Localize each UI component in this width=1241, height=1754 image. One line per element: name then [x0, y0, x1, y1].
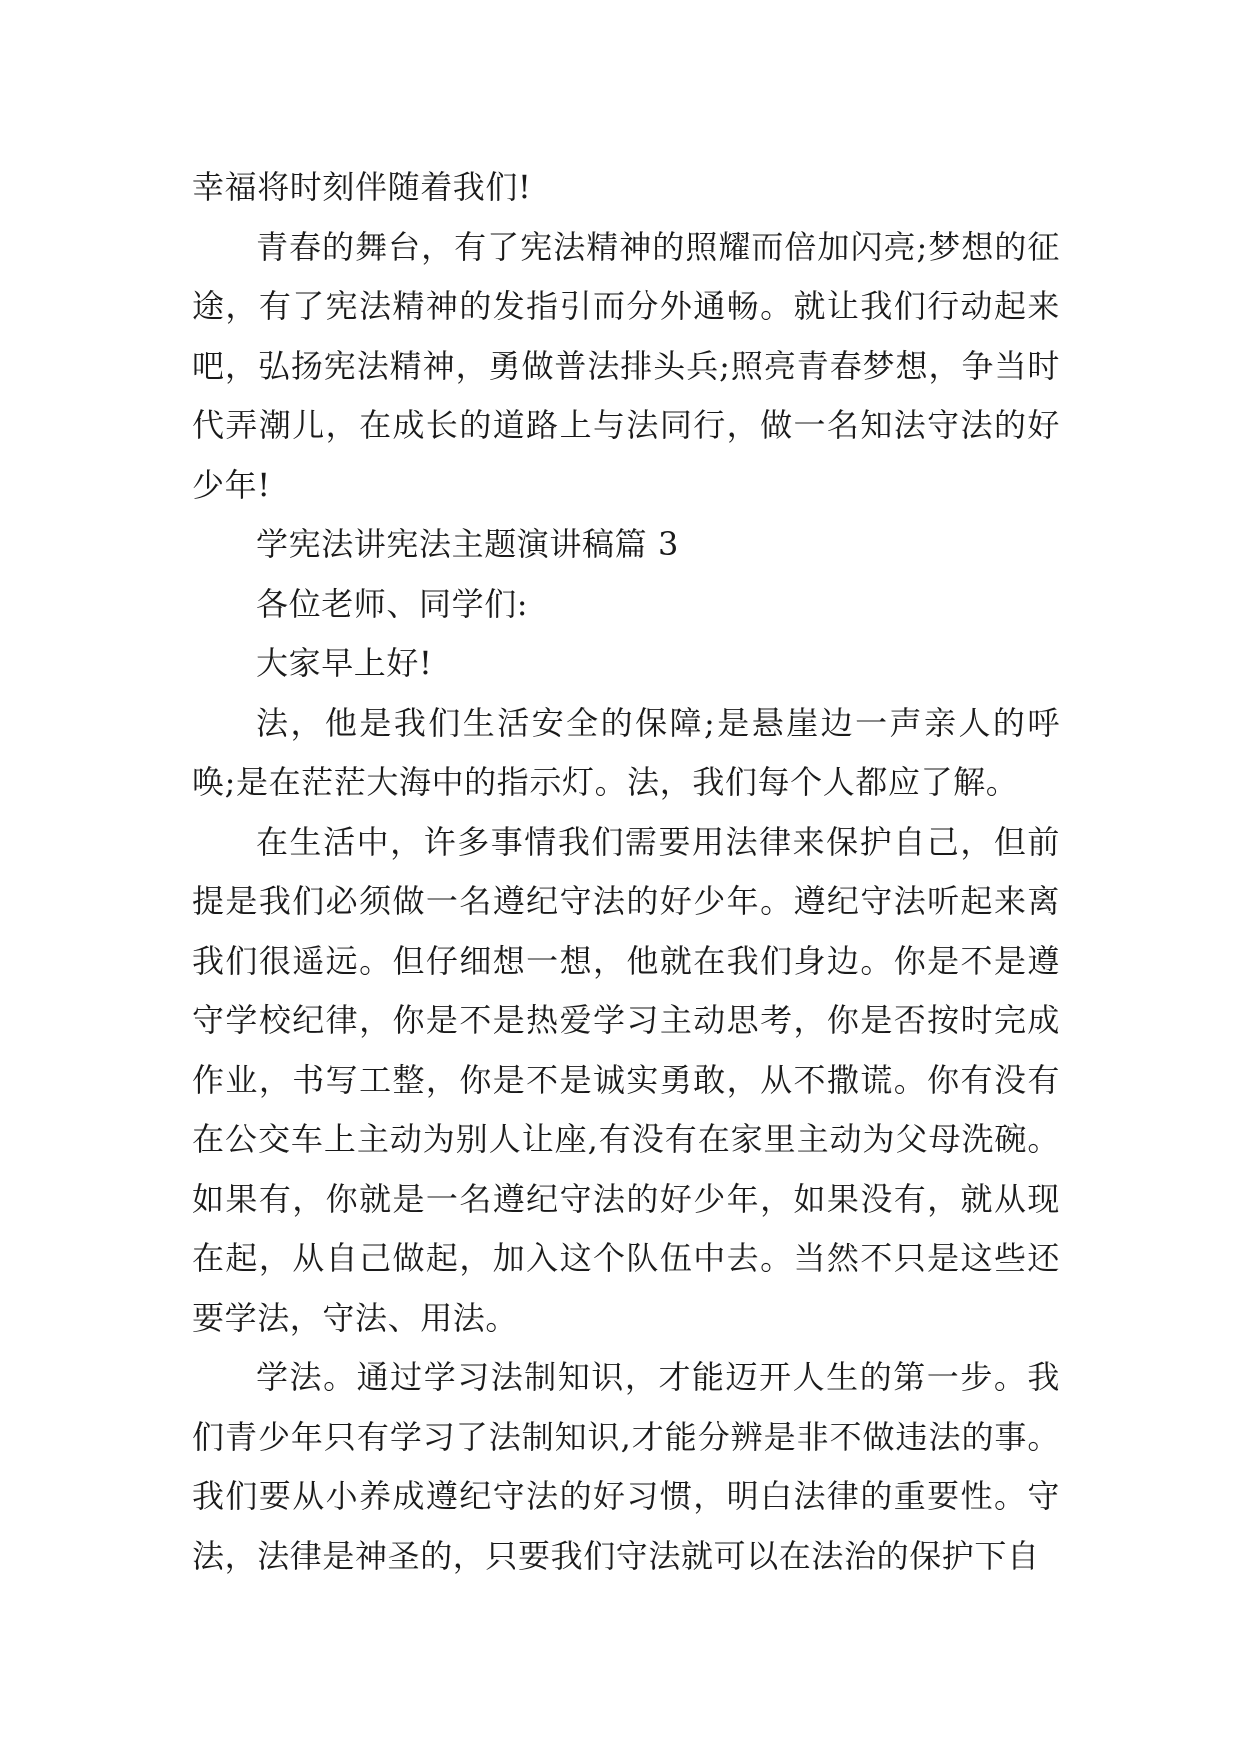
greeting: 大家早上好! [256, 644, 433, 682]
section-heading: 学宪法讲宪法主题演讲稿篇 3 [256, 525, 679, 563]
salutation: 各位老师、同学们: [256, 584, 529, 623]
document-body [192, 158, 1060, 1586]
paragraph-learn-law: 学法。通过学习法制知识，才能迈开人生的第一步。我们青少年只有学习了法制知识,才能分辨是非不做违法的事。我们要从小养成遵纪守法的好习惯，明白法律的重要性。守法，法律是神圣的，只要我们守法就可以在法治的保护下自 [192, 1358, 1060, 1575]
paragraph-youth-stage: 青春的舞台，有了宪法精神的照耀而倍加闪亮;梦想的征途，有了宪法精神的发指引而分外通畅。就让我们行动起来吧，弘扬宪法精神，勇做普法排头兵;照亮青春梦想，争当时代弄潮儿，在成长的道路上与法同行，做一名知法守法的好少年! [192, 227, 1060, 504]
paragraph-closing-line: 幸福将时刻伴随着我们! [192, 168, 532, 206]
paragraph-daily-life: 在生活中，许多事情我们需要用法律来保护自己，但前提是我们必须做一名遵纪守法的好少年。遵纪守法听起来离我们很遥远。但仔细想一想，他就在我们身边。你是不是遵守学校纪律，你是不是热爱学习主动思考，你是否按时完成作业，书写工整，你是不是诚实勇敢，从不撒谎。你有没有在公交车上主动为别人让座,有没有在家里主动为父母洗碗。如果有，你就是一名遵纪守法的好少年，如果没有，就从现在起，从自己做起，加入这个队伍中去。当然不只是这些还要学法，守法、用法。 [192, 822, 1060, 1337]
paragraph-law-intro: 法，他是我们生活安全的保障;是悬崖边一声亲人的呼唤;是在茫茫大海中的指示灯。法，我们每个人都应了解。 [192, 703, 1060, 801]
